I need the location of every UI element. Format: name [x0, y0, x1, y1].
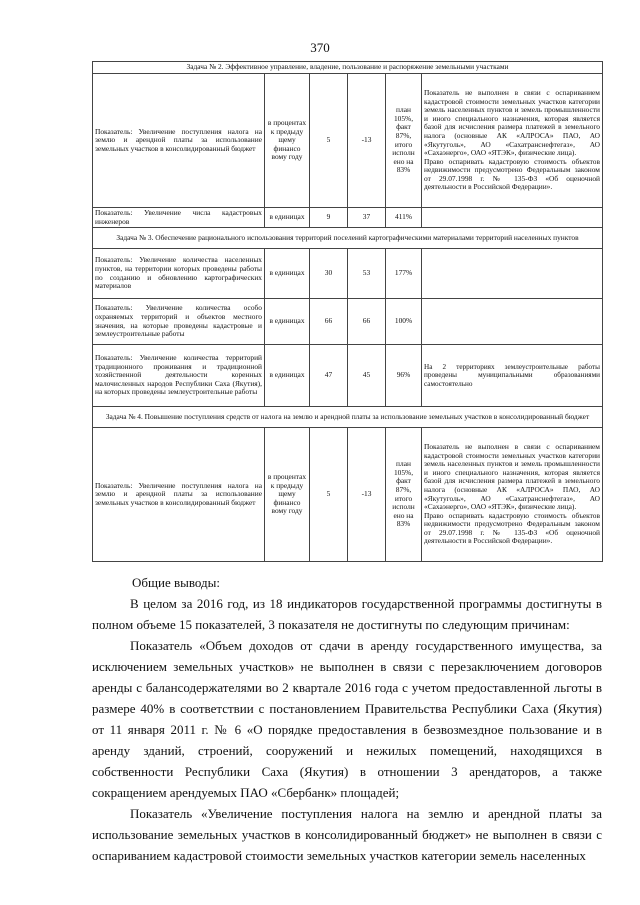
plan-value: 47 — [310, 345, 348, 407]
fact-value: -13 — [348, 74, 386, 208]
table-row — [93, 345, 603, 407]
page-number: 370 — [310, 40, 330, 55]
paragraph: Показатель «Увеличение поступления налога на землю и арендной платы за использование земельных участков в консолидированный бюджет» не выполнен в связи с оспариванием кадастровой стоимости земельных участков категории земель населенных — [92, 806, 602, 863]
task-title: Задача № 4. Повышение поступления средств от налога на землю и арендной платы за использование земельных участков в консолидированный бюджет — [93, 407, 603, 428]
note-cell — [422, 249, 603, 299]
plan-value: 5 — [310, 428, 348, 562]
task-header-row — [93, 62, 603, 74]
percent-value: 96% — [386, 345, 422, 407]
note-text: Показатель не выполнен в связи с оспариванием кадастровой стоимости земельных участков категории земель населенных пунктов и земель промышленности и иного специального назначения, которая является базой для исчисления размера платежей в земельного налога (основные АК «АЛРОСА» ПАО, АО «Якутуголь», АО «Сахатранснефтегаз», АО «Сахаэнерго», ОАО «ЯТЭК», физические лица). — [424, 442, 600, 512]
note-text: Право оспаривать кадастровую стоимость объектов недвижимости предусмотрено Федеральным законом от 29.07.1998 г. № 135-ФЗ «Об оценочной деятельности в Российской Федерации». — [424, 156, 600, 192]
fact-value: 66 — [348, 299, 386, 345]
plan-value: 66 — [310, 299, 348, 345]
paragraph: Показатель «Объем доходов от сдачи в аренду государственного имущества, за исключением земельных участков» не выполнен в связи с перезаключением договоров аренды с балансодержателями во 2 квартале 2016 года с учетом предоставленной льготы в размере 40% в соответствии с постановлением Правительства Республики Саха (Якутия) от 11 января 2011 г. № 6 «О порядке предоставления в безвозмездное пользование и в аренду зданий, строений, сооружений и нежилых помещений, находящихся в собственности Республики Саха (Якутия) в отношении 3 арендаторов, а также сокращением арендуемых ПАО «Сбербанк» площадей; — [92, 638, 602, 800]
summary-text — [92, 572, 602, 866]
table-row — [93, 74, 603, 208]
percent-value: план 105%, факт 87%, итого исполн ено на 83% — [386, 428, 422, 562]
unit-cell: в процентах к предыду щему финансо вому году — [265, 74, 310, 208]
summary-heading: Общие выводы: — [132, 575, 220, 590]
table-row — [93, 428, 603, 562]
note-cell — [422, 74, 603, 208]
note-text: Показатель не выполнен в связи с оспариванием кадастровой стоимости земельных участков категории земель населенных пунктов и земель промышленности и иного специального назначения, которая является базой для исчисления размера платежей в земельного налога (основные АК «АЛРОСА» ПАО, АО «Якутуголь», АО «Сахатранснефтегаз», АО «Сахаэнерго», ОАО «ЯТЭК», физические лица). — [424, 88, 600, 158]
note-cell — [422, 428, 603, 562]
unit-cell: в процентах к предыду щему финансо вому году — [265, 428, 310, 562]
unit-cell: в единицах — [265, 208, 310, 228]
percent-value: 411% — [386, 208, 422, 228]
table-row — [93, 299, 603, 345]
plan-value: 30 — [310, 249, 348, 299]
fact-value: 45 — [348, 345, 386, 407]
note-text: На 2 территориях землеустроительные работы проведены муниципальными образованиями самостоятельно — [424, 362, 600, 388]
note-cell — [422, 208, 603, 228]
plan-value: 5 — [310, 74, 348, 208]
indicator-name: Показатель: Увеличение количества территорий традиционного проживания и традиционной хозяйственной деятельности коренных малочисленных народов Республики Саха (Якутия), на которых проведены землеустроительные работы — [93, 345, 265, 407]
fact-value: 53 — [348, 249, 386, 299]
indicator-name: Показатель: Увеличение количества населенных пунктов, на территории которых проведены работы по созданию и обновлению картографических материалов — [93, 249, 265, 299]
task-title: Задача № 3. Обеспечение рационального использования территорий поселений картографическими материалами территорий населенных пунктов — [93, 228, 603, 249]
paragraph: В целом за 2016 год, из 18 индикаторов государственной программы достигнуты в полном объеме 15 показателей, 3 показателя не достигнуты по следующим причинам: — [92, 596, 602, 632]
indicator-name: Показатель: Увеличение числа кадастровых инженеров — [93, 208, 265, 228]
unit-cell: в единицах — [265, 345, 310, 407]
fact-value: -13 — [348, 428, 386, 562]
indicator-name: Показатель: Увеличение поступления налога на землю и арендной платы за использование земельных участков в консолидированный бюджет — [93, 74, 265, 208]
percent-value: 100% — [386, 299, 422, 345]
task-header-row — [93, 407, 603, 428]
fact-value: 37 — [348, 208, 386, 228]
table-row — [93, 208, 603, 228]
plan-value: 9 — [310, 208, 348, 228]
percent-value: план 105%, факт 87%, итого исполн ено на 83% — [386, 74, 422, 208]
unit-cell: в единицах — [265, 249, 310, 299]
table-row — [93, 249, 603, 299]
indicator-name: Показатель: Увеличение количества особо охраняемых территорий и объектов местного значения, на которые проведены кадастровые и землеустроительные работы — [93, 299, 265, 345]
note-cell — [422, 345, 603, 407]
note-cell — [422, 299, 603, 345]
note-text: Право оспаривать кадастровую стоимость объектов недвижимости предусмотрено Федеральным законом от 29.07.1998 г. № 135-ФЗ «Об оценочной деятельности в Российской Федерации». — [424, 510, 600, 546]
task-title: Задача № 2. Эффективное управление, владение, пользование и распоряжение земельными участками — [93, 62, 603, 74]
percent-value: 177% — [386, 249, 422, 299]
indicators-table — [92, 61, 603, 562]
indicator-name: Показатель: Увеличение поступления налога на землю и арендной платы за использование земельных участков в консолидированный бюджет — [93, 428, 265, 562]
task-header-row — [93, 228, 603, 249]
unit-cell: в единицах — [265, 299, 310, 345]
